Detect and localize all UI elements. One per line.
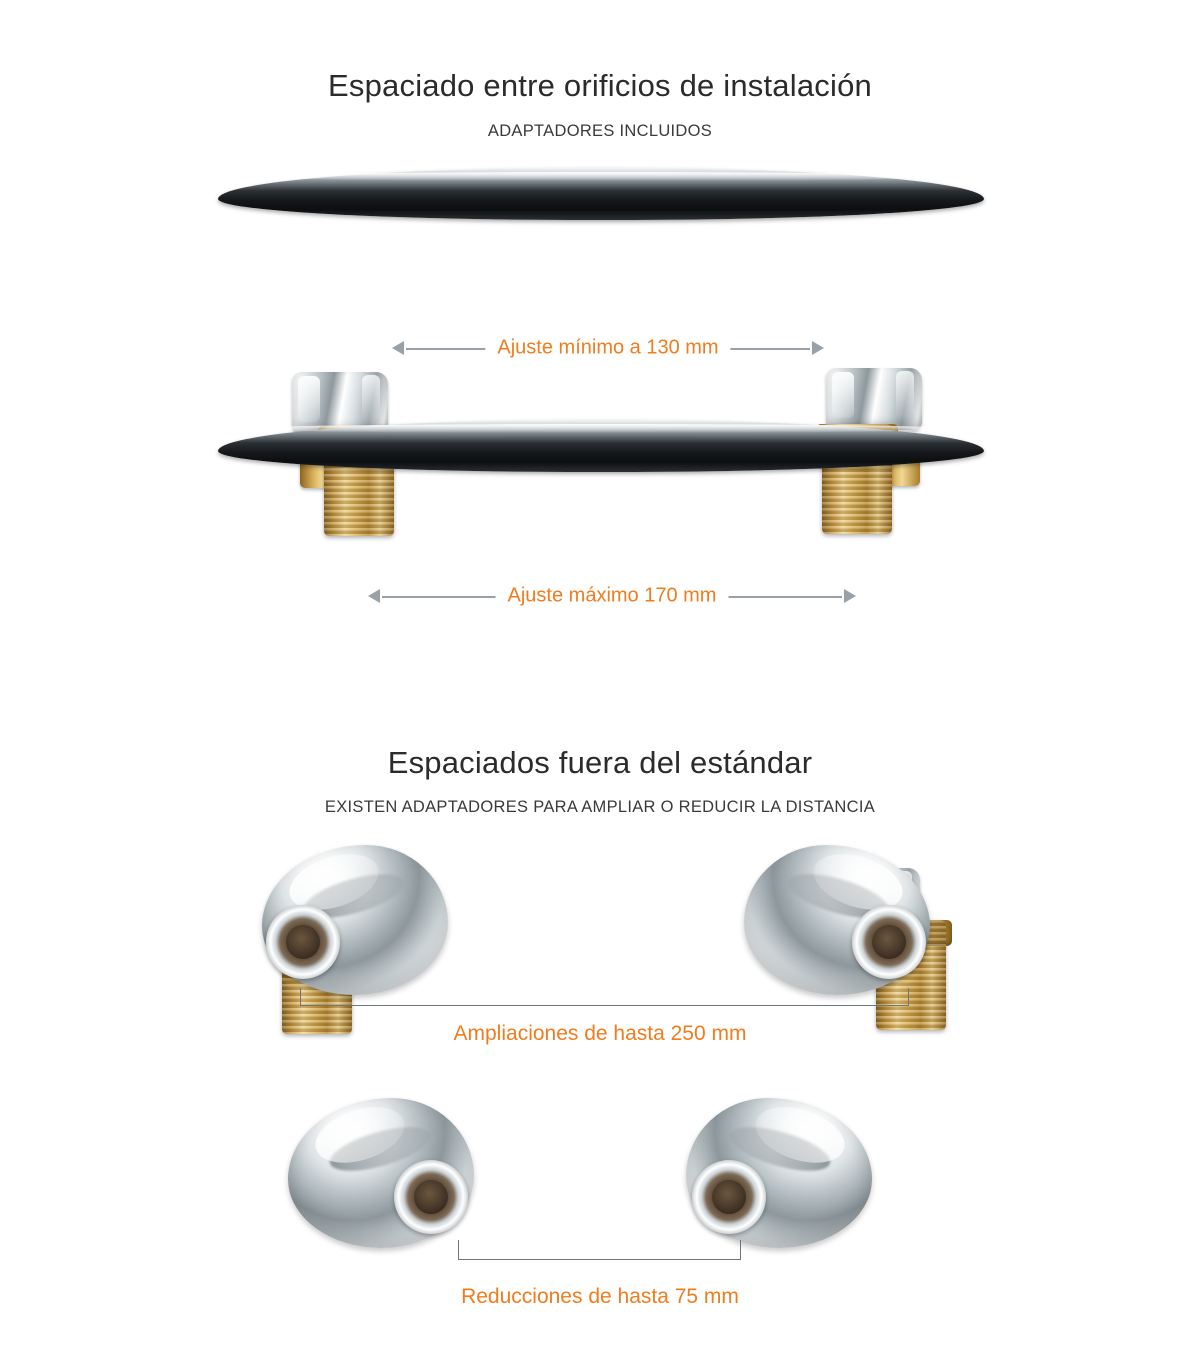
leader-line-reduction-left <box>458 1240 459 1260</box>
dimension-label-min-spacing: Ajuste mínimo a 130 mm <box>485 337 730 360</box>
elbow-outlet-right <box>852 905 926 979</box>
elbow-outlet-left <box>266 905 340 979</box>
section-title-non-standard-spacing: Espaciados fuera del estándar <box>387 745 813 780</box>
section-title-installation-spacing: Espaciado entre orificios de instalación <box>328 68 872 103</box>
figure-max-spacing <box>0 420 1200 650</box>
section-subtitle-non-standard-spacing: EXISTEN ADAPTADORES PARA AMPLIAR O REDUCIR LA DISTANCIA <box>324 798 876 816</box>
deck-plate <box>218 168 984 220</box>
wall-elbow-reduction-left <box>288 1098 474 1248</box>
leader-bar-extension <box>300 1005 909 1006</box>
wall-elbow-reduction-right <box>686 1098 872 1248</box>
elbow-outlet-left <box>394 1160 468 1234</box>
figure-min-spacing <box>0 168 1200 398</box>
leader-line-extension-left <box>300 988 301 1006</box>
leader-line-extension-right <box>908 988 909 1006</box>
caption-extension: Ampliaciones de hasta 250 mm <box>453 1022 747 1045</box>
leader-line-reduction-right <box>740 1240 741 1260</box>
wall-elbow-extension-left <box>262 845 448 995</box>
wall-elbow-extension-right <box>744 845 930 995</box>
leader-bar-reduction <box>458 1259 741 1260</box>
caption-reduction: Reducciones de hasta 75 mm <box>461 1285 739 1308</box>
elbow-outlet-right <box>692 1160 766 1234</box>
dimension-row-max-spacing <box>368 585 856 607</box>
deck-plate <box>218 420 984 472</box>
dimension-label-max-spacing: Ajuste máximo 170 mm <box>496 585 729 608</box>
dimension-row-min-spacing <box>392 337 824 359</box>
section-subtitle-installation-spacing: ADAPTADORES INCLUIDOS <box>487 122 713 140</box>
